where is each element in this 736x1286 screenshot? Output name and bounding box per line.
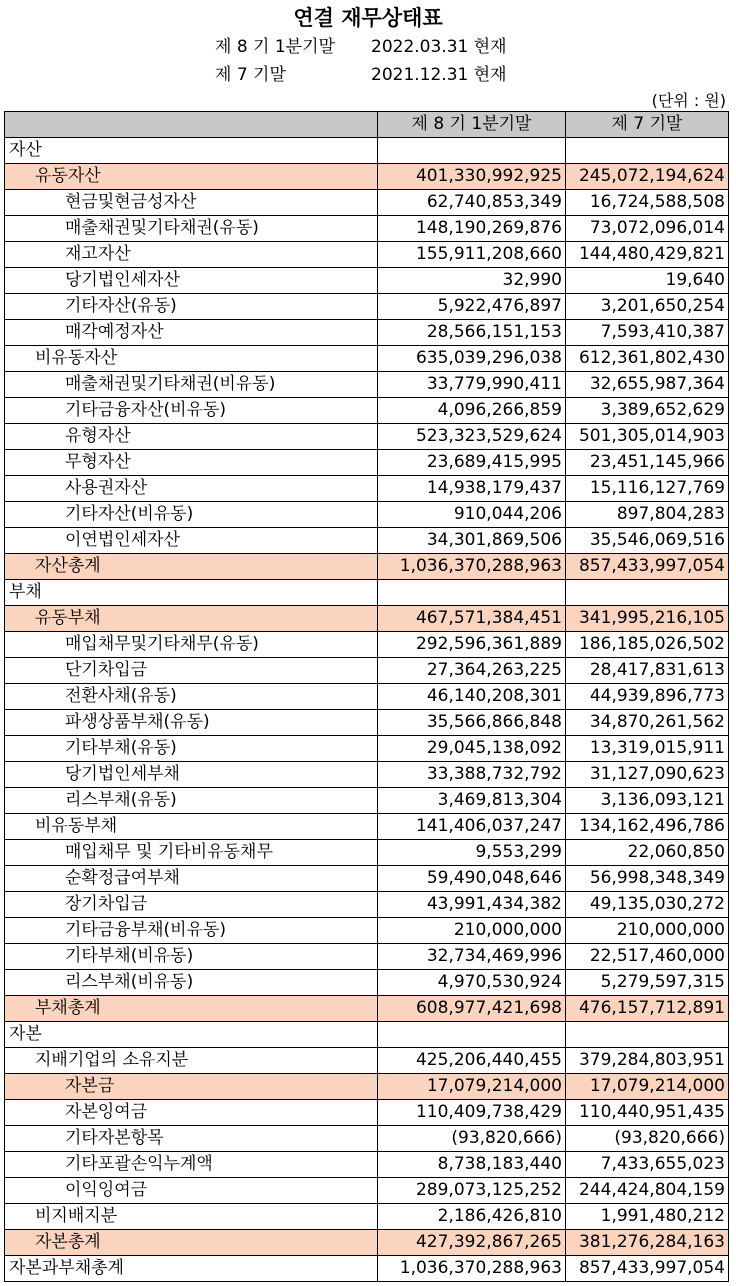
table-row bbox=[5, 268, 729, 294]
value-current: 292,596,361,889 bbox=[378, 632, 566, 658]
period-line-current bbox=[215, 32, 507, 57]
table-row bbox=[5, 606, 729, 632]
value-previous: 144,480,429,821 bbox=[566, 242, 729, 268]
value-previous: 897,804,283 bbox=[566, 502, 729, 528]
value-previous: 35,546,069,516 bbox=[566, 528, 729, 554]
table-row bbox=[5, 476, 729, 502]
table-row bbox=[5, 1126, 729, 1152]
table-row bbox=[5, 450, 729, 476]
row-label: 기타포괄손익누계액 bbox=[5, 1152, 378, 1178]
table-row bbox=[5, 736, 729, 762]
row-label: 비유동부채 bbox=[5, 814, 378, 840]
value-previous: 19,640 bbox=[566, 268, 729, 294]
column-header-item bbox=[5, 112, 378, 138]
value-previous: 13,319,015,911 bbox=[566, 736, 729, 762]
period-line-previous bbox=[215, 60, 507, 85]
table-row bbox=[5, 892, 729, 918]
row-label: 부채총계 bbox=[5, 996, 378, 1022]
table-row bbox=[5, 1152, 729, 1178]
table-row bbox=[5, 710, 729, 736]
value-previous: 612,361,802,430 bbox=[566, 346, 729, 372]
statement-header bbox=[0, 0, 736, 110]
row-label: 현금및현금성자산 bbox=[5, 190, 378, 216]
value-current: 27,364,263,225 bbox=[378, 658, 566, 684]
value-current: 35,566,866,848 bbox=[378, 710, 566, 736]
value-current: 62,740,853,349 bbox=[378, 190, 566, 216]
period-label-previous: 제 7 기말 bbox=[215, 65, 286, 85]
table-row bbox=[5, 970, 729, 996]
table-row bbox=[5, 684, 729, 710]
value-current: 33,388,732,792 bbox=[378, 762, 566, 788]
statement-title: 연결 재무상태표 bbox=[293, 6, 443, 30]
row-label: 기타금융부채(비유동) bbox=[5, 918, 378, 944]
value-previous: 3,389,652,629 bbox=[566, 398, 729, 424]
period-label-current: 제 8 기 1분기말 bbox=[215, 37, 335, 57]
value-current: 9,553,299 bbox=[378, 840, 566, 866]
value-current: 14,938,179,437 bbox=[378, 476, 566, 502]
row-label: 리스부채(비유동) bbox=[5, 970, 378, 996]
table-row bbox=[5, 918, 729, 944]
period-date-previous: 2021.12.31 현재 bbox=[371, 65, 507, 85]
value-current: 141,406,037,247 bbox=[378, 814, 566, 840]
row-label: 부채 bbox=[5, 580, 378, 606]
value-current: 635,039,296,038 bbox=[378, 346, 566, 372]
value-current: 34,301,869,506 bbox=[378, 528, 566, 554]
value-previous: 7,433,655,023 bbox=[566, 1152, 729, 1178]
row-label: 사용권자산 bbox=[5, 476, 378, 502]
row-label: 무형자산 bbox=[5, 450, 378, 476]
row-label: 지배기업의 소유지분 bbox=[5, 1048, 378, 1074]
value-current: 46,140,208,301 bbox=[378, 684, 566, 710]
value-previous: 341,995,216,105 bbox=[566, 606, 729, 632]
table-row bbox=[5, 580, 729, 606]
value-current: 3,469,813,304 bbox=[378, 788, 566, 814]
table-row bbox=[5, 866, 729, 892]
table-row bbox=[5, 216, 729, 242]
value-previous: 34,870,261,562 bbox=[566, 710, 729, 736]
table-row bbox=[5, 294, 729, 320]
value-current: 523,323,529,624 bbox=[378, 424, 566, 450]
row-label: 기타금융자산(비유동) bbox=[5, 398, 378, 424]
row-label: 기타자산(유동) bbox=[5, 294, 378, 320]
value-previous: 110,440,951,435 bbox=[566, 1100, 729, 1126]
value-previous: 3,136,093,121 bbox=[566, 788, 729, 814]
value-current: 425,206,440,455 bbox=[378, 1048, 566, 1074]
table-row bbox=[5, 632, 729, 658]
value-previous: 17,079,214,000 bbox=[566, 1074, 729, 1100]
value-previous: 44,939,896,773 bbox=[566, 684, 729, 710]
table-row bbox=[5, 1230, 729, 1256]
value-current: 23,689,415,995 bbox=[378, 450, 566, 476]
unit-label: (단위 : 원) bbox=[651, 91, 726, 110]
table-row bbox=[5, 242, 729, 268]
table-header-row bbox=[5, 112, 729, 138]
row-label: 당기법인세부채 bbox=[5, 762, 378, 788]
column-header-current: 제 8 기 1분기말 bbox=[378, 112, 566, 138]
value-current: 28,566,151,153 bbox=[378, 320, 566, 346]
table-row bbox=[5, 164, 729, 190]
value-current: 427,392,867,265 bbox=[378, 1230, 566, 1256]
value-previous bbox=[566, 580, 729, 606]
row-label: 당기법인세자산 bbox=[5, 268, 378, 294]
row-label: 매입채무및기타채무(유동) bbox=[5, 632, 378, 658]
value-previous: 501,305,014,903 bbox=[566, 424, 729, 450]
row-label: 자본총계 bbox=[5, 1230, 378, 1256]
value-current: 1,036,370,288,963 bbox=[378, 1256, 566, 1282]
value-previous: 73,072,096,014 bbox=[566, 216, 729, 242]
table-row bbox=[5, 1048, 729, 1074]
value-previous: 22,517,460,000 bbox=[566, 944, 729, 970]
table-row bbox=[5, 528, 729, 554]
value-current: 17,079,214,000 bbox=[378, 1074, 566, 1100]
value-previous: 210,000,000 bbox=[566, 918, 729, 944]
row-label: 리스부채(유동) bbox=[5, 788, 378, 814]
value-current: 32,990 bbox=[378, 268, 566, 294]
value-previous bbox=[566, 1022, 729, 1048]
value-previous: 3,201,650,254 bbox=[566, 294, 729, 320]
row-label: 기타자본항목 bbox=[5, 1126, 378, 1152]
value-current: 5,922,476,897 bbox=[378, 294, 566, 320]
row-label: 전환사채(유동) bbox=[5, 684, 378, 710]
table-row bbox=[5, 190, 729, 216]
value-previous: 857,433,997,054 bbox=[566, 554, 729, 580]
value-current: (93,820,666) bbox=[378, 1126, 566, 1152]
row-label: 비유동자산 bbox=[5, 346, 378, 372]
value-current: 43,991,434,382 bbox=[378, 892, 566, 918]
value-previous: 31,127,090,623 bbox=[566, 762, 729, 788]
table-row bbox=[5, 814, 729, 840]
value-current: 32,734,469,996 bbox=[378, 944, 566, 970]
value-current: 110,409,738,429 bbox=[378, 1100, 566, 1126]
table-row bbox=[5, 1256, 729, 1282]
table-row bbox=[5, 346, 729, 372]
value-current: 8,738,183,440 bbox=[378, 1152, 566, 1178]
row-label: 매각예정자산 bbox=[5, 320, 378, 346]
row-label: 자본금 bbox=[5, 1074, 378, 1100]
value-current: 1,036,370,288,963 bbox=[378, 554, 566, 580]
row-label: 자산총계 bbox=[5, 554, 378, 580]
row-label: 기타부채(비유동) bbox=[5, 944, 378, 970]
value-current: 608,977,421,698 bbox=[378, 996, 566, 1022]
value-current: 910,044,206 bbox=[378, 502, 566, 528]
value-previous: 16,724,588,508 bbox=[566, 190, 729, 216]
table-body bbox=[5, 138, 729, 1282]
value-current: 2,186,426,810 bbox=[378, 1204, 566, 1230]
row-label: 이익잉여금 bbox=[5, 1178, 378, 1204]
table-row bbox=[5, 1100, 729, 1126]
balance-sheet-table bbox=[4, 111, 729, 1282]
value-previous: 381,276,284,163 bbox=[566, 1230, 729, 1256]
table-row bbox=[5, 138, 729, 164]
table-row bbox=[5, 788, 729, 814]
value-previous: 23,451,145,966 bbox=[566, 450, 729, 476]
table-row bbox=[5, 320, 729, 346]
table-row bbox=[5, 658, 729, 684]
value-current bbox=[378, 580, 566, 606]
period-date-current: 2022.03.31 현재 bbox=[371, 37, 507, 57]
value-current bbox=[378, 1022, 566, 1048]
table-row bbox=[5, 1074, 729, 1100]
row-label: 단기차입금 bbox=[5, 658, 378, 684]
value-previous: 5,279,597,315 bbox=[566, 970, 729, 996]
row-label: 유형자산 bbox=[5, 424, 378, 450]
row-label: 파생상품부채(유동) bbox=[5, 710, 378, 736]
row-label: 매출채권및기타채권(유동) bbox=[5, 216, 378, 242]
row-label: 매출채권및기타채권(비유동) bbox=[5, 372, 378, 398]
table-row bbox=[5, 762, 729, 788]
value-previous: 476,157,712,891 bbox=[566, 996, 729, 1022]
value-current: 59,490,048,646 bbox=[378, 866, 566, 892]
table-row bbox=[5, 502, 729, 528]
value-current: 4,096,266,859 bbox=[378, 398, 566, 424]
value-previous: 1,991,480,212 bbox=[566, 1204, 729, 1230]
value-current bbox=[378, 138, 566, 164]
value-previous bbox=[566, 138, 729, 164]
table-row bbox=[5, 554, 729, 580]
table-row bbox=[5, 1204, 729, 1230]
value-current: 210,000,000 bbox=[378, 918, 566, 944]
table-row bbox=[5, 1178, 729, 1204]
value-current: 29,045,138,092 bbox=[378, 736, 566, 762]
row-label: 자본잉여금 bbox=[5, 1100, 378, 1126]
row-label: 자본과부채총계 bbox=[5, 1256, 378, 1282]
value-previous: 7,593,410,387 bbox=[566, 320, 729, 346]
value-previous: 28,417,831,613 bbox=[566, 658, 729, 684]
value-current: 401,330,992,925 bbox=[378, 164, 566, 190]
value-previous: 15,116,127,769 bbox=[566, 476, 729, 502]
table-row bbox=[5, 944, 729, 970]
row-label: 이연법인세자산 bbox=[5, 528, 378, 554]
value-previous: 22,060,850 bbox=[566, 840, 729, 866]
value-current: 155,911,208,660 bbox=[378, 242, 566, 268]
table-row bbox=[5, 840, 729, 866]
value-previous: 245,072,194,624 bbox=[566, 164, 729, 190]
value-current: 467,571,384,451 bbox=[378, 606, 566, 632]
value-previous: 32,655,987,364 bbox=[566, 372, 729, 398]
value-previous: 379,284,803,951 bbox=[566, 1048, 729, 1074]
value-previous: 134,162,496,786 bbox=[566, 814, 729, 840]
table-row bbox=[5, 1022, 729, 1048]
row-label: 순확정급여부채 bbox=[5, 866, 378, 892]
value-previous: 56,998,348,349 bbox=[566, 866, 729, 892]
row-label: 기타부채(유동) bbox=[5, 736, 378, 762]
value-current: 148,190,269,876 bbox=[378, 216, 566, 242]
table-row bbox=[5, 996, 729, 1022]
table-row bbox=[5, 372, 729, 398]
row-label: 기타자산(비유동) bbox=[5, 502, 378, 528]
table-row bbox=[5, 398, 729, 424]
value-previous: 244,424,804,159 bbox=[566, 1178, 729, 1204]
row-label: 자산 bbox=[5, 138, 378, 164]
value-previous: (93,820,666) bbox=[566, 1126, 729, 1152]
row-label: 자본 bbox=[5, 1022, 378, 1048]
row-label: 유동부채 bbox=[5, 606, 378, 632]
row-label: 재고자산 bbox=[5, 242, 378, 268]
row-label: 장기차입금 bbox=[5, 892, 378, 918]
value-current: 289,073,125,252 bbox=[378, 1178, 566, 1204]
value-current: 33,779,990,411 bbox=[378, 372, 566, 398]
table-row bbox=[5, 424, 729, 450]
row-label: 비지배지분 bbox=[5, 1204, 378, 1230]
value-previous: 186,185,026,502 bbox=[566, 632, 729, 658]
row-label: 유동자산 bbox=[5, 164, 378, 190]
value-previous: 49,135,030,272 bbox=[566, 892, 729, 918]
row-label: 매입채무 및 기타비유동채무 bbox=[5, 840, 378, 866]
value-previous: 857,433,997,054 bbox=[566, 1256, 729, 1282]
column-header-previous: 제 7 기말 bbox=[566, 112, 729, 138]
value-current: 4,970,530,924 bbox=[378, 970, 566, 996]
